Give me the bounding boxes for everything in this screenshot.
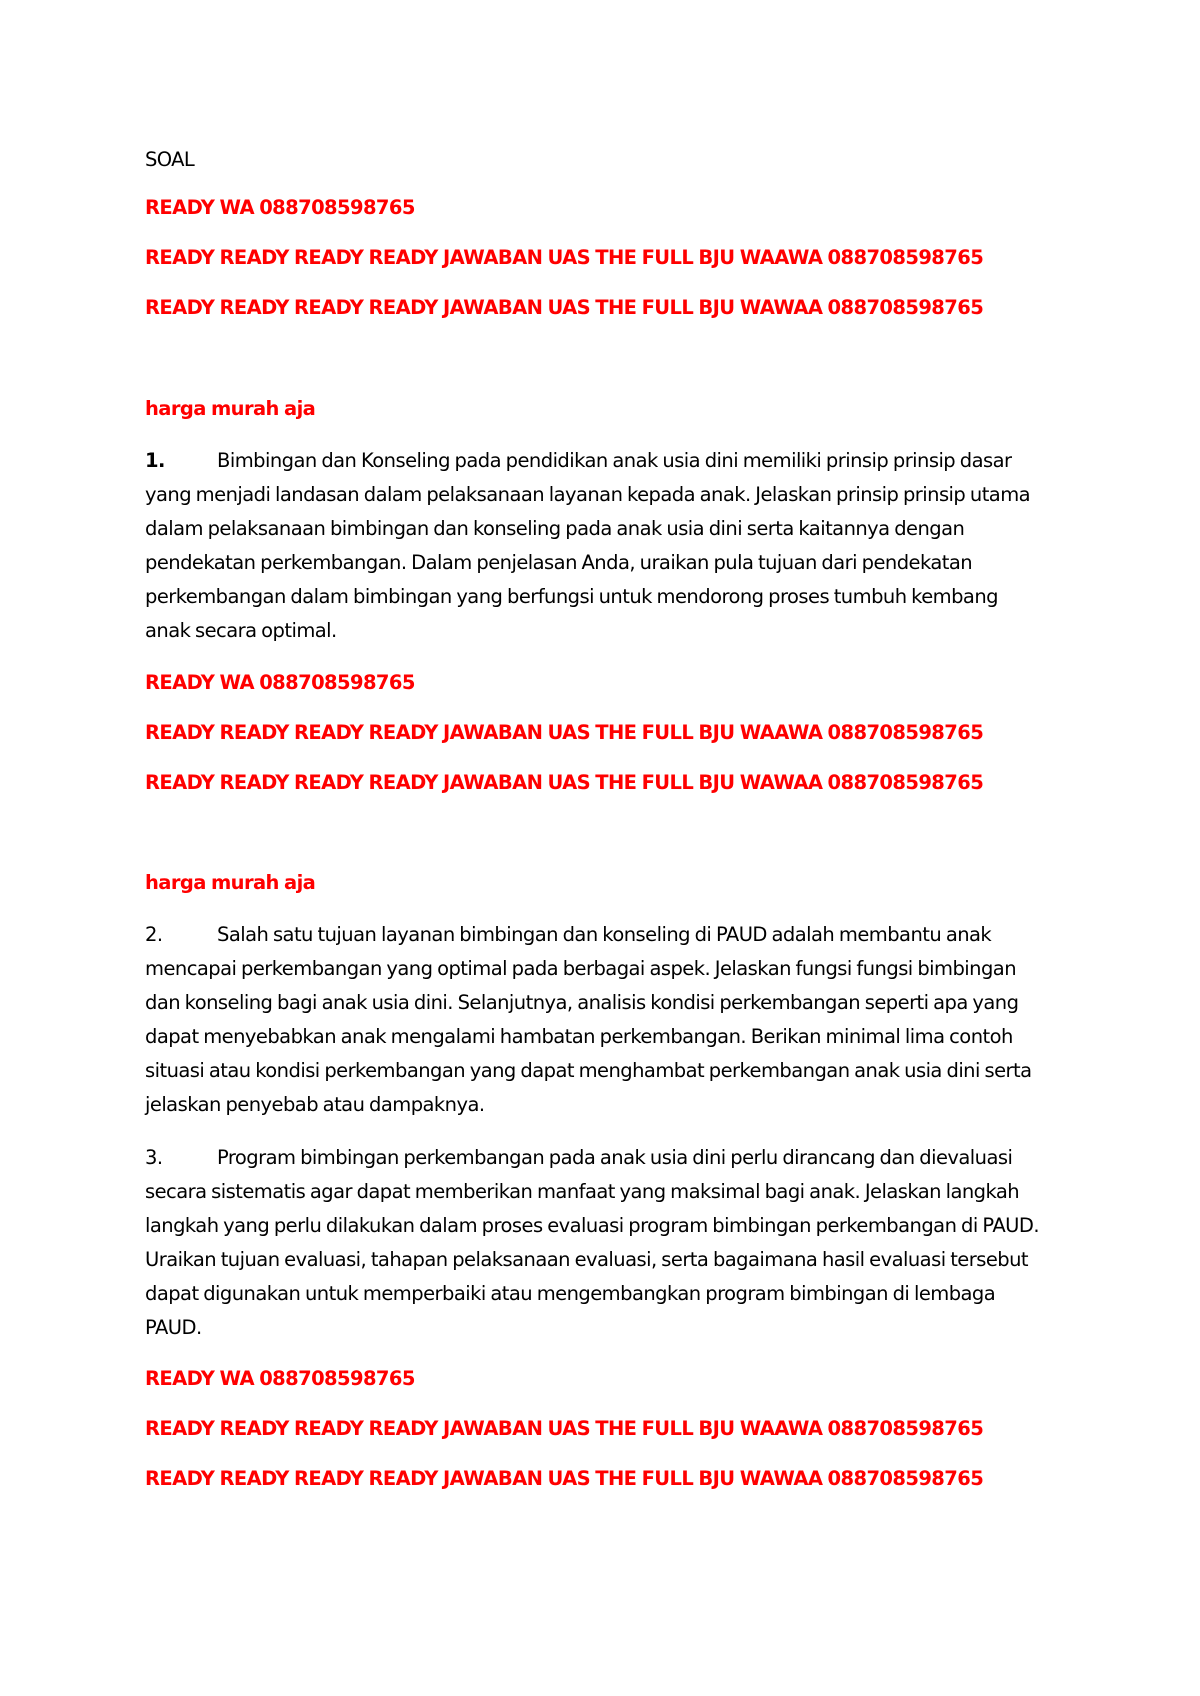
promo-line-waawa: READY READY READY READY JAWABAN UAS THE FULL BJU WAAWA 088708598765 (145, 246, 984, 269)
promo-line-wawaa: READY READY READY READY JAWABAN UAS THE FULL BJU WAWAA 088708598765 (145, 771, 984, 794)
question-3 (145, 1141, 1045, 1345)
promo-wa-line: READY WA 088708598765 (145, 196, 415, 219)
question-text: Program bimbingan perkembangan pada anak usia dini perlu dirancang dan dievaluasi secara sistematis agar dapat memberikan manfaat yang maksimal bagi anak. Jelaskan langkah langkah yang perlu dilakukan dalam proses evaluasi program bimbingan perkembangan di PAUD. Uraikan tujuan evaluasi, tahapan pelaksanaan evaluasi, serta bagaimana hasil evaluasi tersebut dapat digunakan untuk memperbaiki atau mengembangkan program bimbingan di lembaga PAUD. (145, 1146, 1039, 1339)
promo-line-wawaa: READY READY READY READY JAWABAN UAS THE FULL BJU WAWAA 088708598765 (145, 1467, 984, 1490)
question-1 (145, 444, 1045, 648)
question-number: 1. (145, 449, 165, 472)
document-heading: SOAL (145, 148, 195, 171)
promo-line-waawa: READY READY READY READY JAWABAN UAS THE FULL BJU WAAWA 088708598765 (145, 1417, 984, 1440)
promo-price: harga murah aja (145, 871, 316, 894)
promo-line-waawa: READY READY READY READY JAWABAN UAS THE FULL BJU WAAWA 088708598765 (145, 721, 984, 744)
promo-wa-line: READY WA 088708598765 (145, 671, 415, 694)
question-number: 2. (145, 923, 163, 946)
question-text: Bimbingan dan Konseling pada pendidikan anak usia dini memiliki prinsip prinsip dasar yang menjadi landasan dalam pelaksanaan layanan kepada anak. Jelaskan prinsip prinsip utama dalam pelaksanaan bimbingan dan konseling pada anak usia dini serta kaitannya dengan pendekatan perkembangan. Dalam penjelasan Anda, uraikan pula tujuan dari pendekatan perkembangan dalam bimbingan yang berfungsi untuk mendorong proses tumbuh kembang anak secara optimal. (145, 449, 1031, 642)
promo-price: harga murah aja (145, 397, 316, 420)
promo-line-wawaa: READY READY READY READY JAWABAN UAS THE FULL BJU WAWAA 088708598765 (145, 296, 984, 319)
question-number: 3. (145, 1146, 163, 1169)
question-2 (145, 918, 1045, 1122)
promo-wa-line: READY WA 088708598765 (145, 1367, 415, 1390)
question-text: Salah satu tujuan layanan bimbingan dan konseling di PAUD adalah membantu anak mencapai perkembangan yang optimal pada berbagai aspek. Jelaskan fungsi fungsi bimbingan dan konseling bagi anak usia dini. Selanjutnya, analisis kondisi perkembangan seperti apa yang dapat menyebabkan anak mengalami hambatan perkembangan. Berikan minimal lima contoh situasi atau kondisi perkembangan yang dapat menghambat perkembangan anak usia dini serta jelaskan penyebab atau dampaknya. (145, 923, 1032, 1116)
